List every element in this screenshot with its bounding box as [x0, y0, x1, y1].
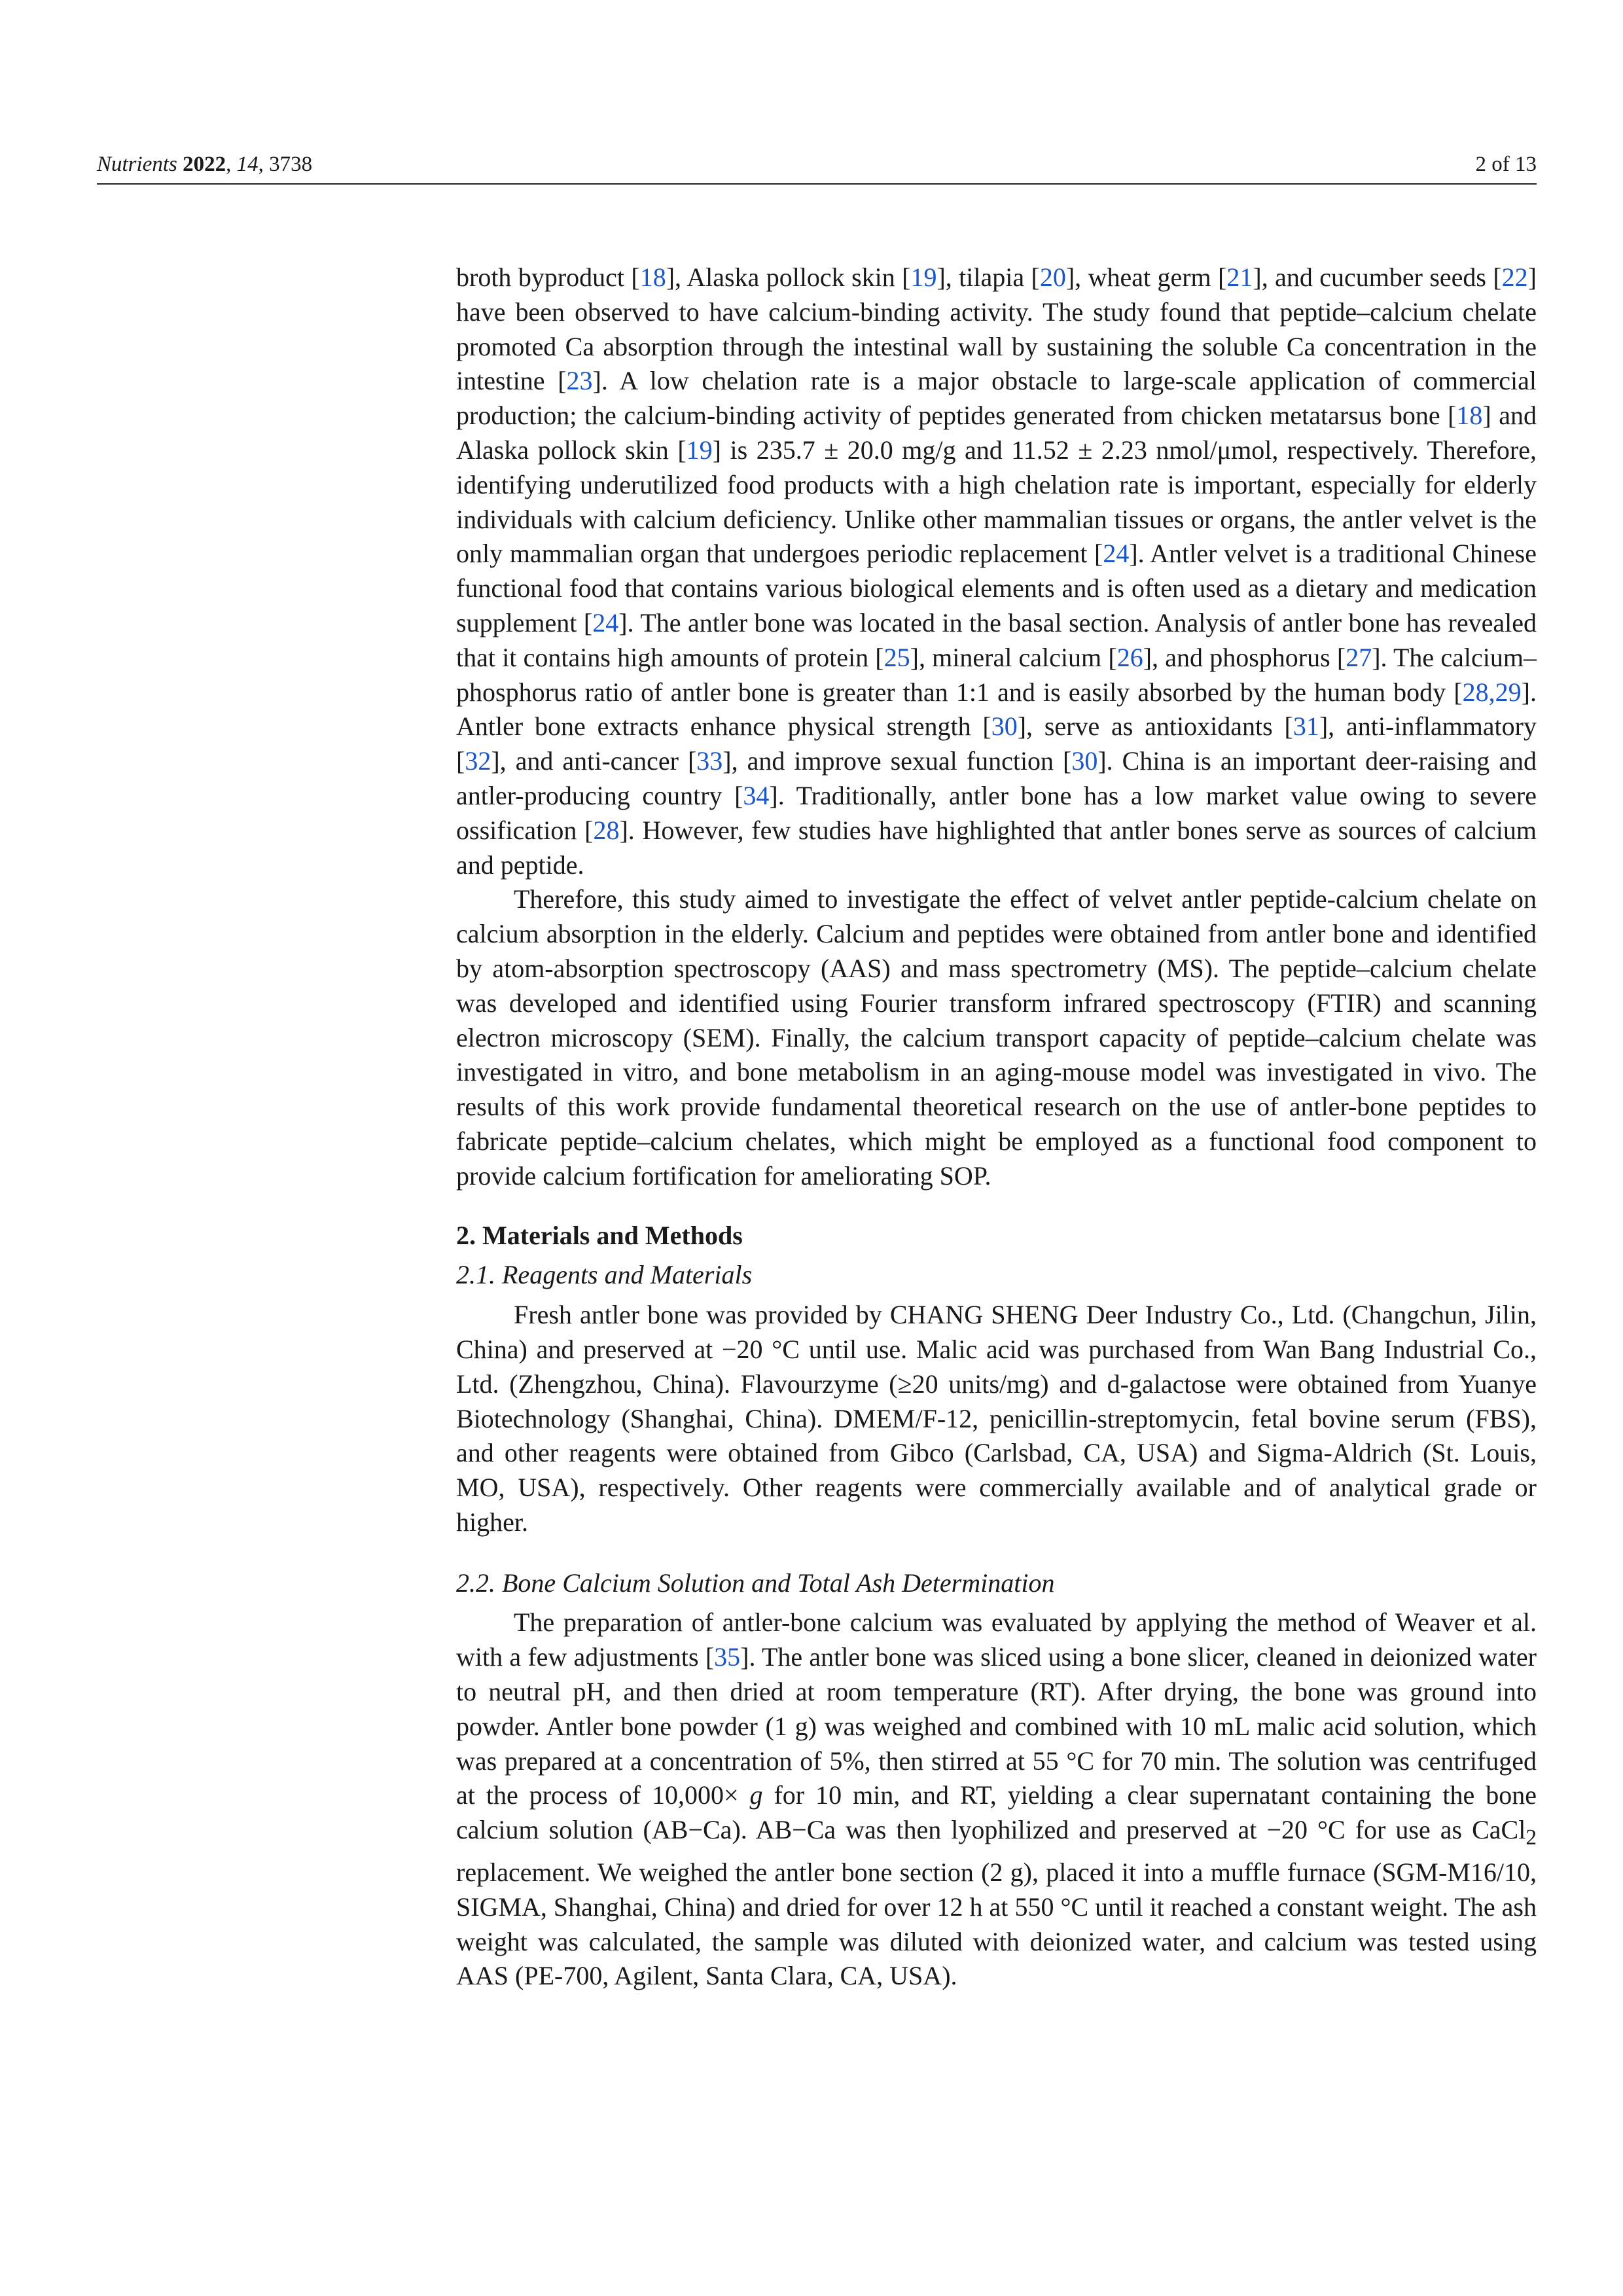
- citation-link[interactable]: 19: [686, 435, 713, 465]
- subscript: 2: [1525, 1825, 1537, 1850]
- study-aim-paragraph: Therefore, this study aimed to investigate the effect of velvet antler peptide-calcium chelate on calcium absorption in the elderly. Calcium and peptides were obtained from antler bone and identified by atom-absorption spectroscopy (AAS) and mass spectrometry (MS). The peptide–calcium chelate was developed and identified using Fourier transform infrared spectroscopy (FTIR) and scanning electron microscopy (SEM). Finally, the calcium transport capacity of peptide–calcium chelate was investigated in vitro, and bone metabolism in an aging-mouse model was investigated in vivo. The results of this work provide fundamental theoretical research on the use of antler-bone peptides to fabricate peptide–calcium chelates, which might be employed as a functional food component to provide calcium fortification for ameliorating SOP.: [456, 884, 1537, 1191]
- citation-link[interactable]: 30: [991, 711, 1018, 742]
- journal-year: 2022: [183, 152, 226, 176]
- citation-link[interactable]: 34: [743, 780, 770, 810]
- bone-calcium-paragraph: The preparation of antler-bone calcium was evaluated by applying the method of Weaver et al. with a few adjustments [35]. The antler bone was sliced using a bone slicer, cleaned in deionized water to neutral pH, and then dried at room temperature (RT). After drying, the bone was ground into powder. Antler bone powder (1 g) was weighed and combined with 10 mL malic acid solution, which was prepared at a concentration of 5%, then stirred at 55 °C for 70 min. The solution was centrifuged at the process of 10,000× g for 10 min, and RT, yielding a clear supernatant containing the bone calcium solution (AB−Ca). AB−Ca was then lyophilized and preserved at −20 °C for use as CaCl$_2$ replacement. We weighed the antler bone section (2 g), placed it into a muffle furnace (SGM-M16/10, SIGMA, Shanghai, China) and dried for over 12 h at 550 °C until it reached a constant weight. The ash weight was calculated, the sample was diluted with deionized water, and calcium was tested using AAS (PE-700, Agilent, Santa Clara, CA, USA).: [456, 1607, 1537, 1991]
- citation-link[interactable]: 22: [1501, 262, 1528, 292]
- main-text-column: [456, 260, 1537, 1994]
- citation-link[interactable]: 20: [1039, 262, 1066, 292]
- citation-link[interactable]: 32: [465, 746, 491, 776]
- running-header: [97, 148, 1537, 181]
- citation-link[interactable]: 26: [1116, 642, 1143, 672]
- subsection-heading-reagents: 2.1. Reagents and Materials: [456, 1260, 753, 1290]
- citation-link[interactable]: 25: [883, 642, 910, 672]
- citation-link[interactable]: 21: [1226, 262, 1253, 292]
- citation-link[interactable]: 24: [592, 607, 619, 637]
- reagents-paragraph: Fresh antler bone was provided by CHANG SHENG Deer Industry Co., Ltd. (Changchun, Jilin, China) and preserved at −20 °C until use. Malic acid was purchased from Wan Bang Industrial Co., Ltd. (Zhengzhou, China). Flavourzyme (≥20 units/mg) and d-galactose were obtained from Yuanye Biotechnology (Shanghai, China). DMEM/F-12, penicillin-streptomycin, fetal bovine serum (FBS), and other reagents were obtained from Gibco (Carlsbad, CA, USA) and Sigma-Aldrich (St. Louis, MO, USA), respectively. Other reagents were commercially available and of analytical grade or higher.: [456, 1300, 1537, 1537]
- header-rule: [97, 183, 1537, 185]
- citation-link[interactable]: 28: [593, 815, 620, 845]
- journal-citation: Nutrients 2022, 14, 3738: [97, 152, 313, 176]
- journal-volume: 14: [236, 152, 259, 176]
- journal-name: Nutrients: [97, 152, 177, 176]
- citation-link[interactable]: 30: [1071, 746, 1098, 776]
- citation-link[interactable]: 28,29: [1462, 677, 1522, 707]
- citation-link[interactable]: 24: [1103, 539, 1130, 569]
- citation-link[interactable]: 33: [696, 746, 723, 776]
- italic-symbol: g: [749, 1780, 763, 1810]
- citation-link[interactable]: 27: [1346, 642, 1372, 672]
- citation-link[interactable]: 18: [639, 262, 666, 292]
- subsection-heading-bone-calcium: 2.2. Bone Calcium Solution and Total Ash Determination: [456, 1568, 1055, 1598]
- section-heading-materials-methods: 2. Materials and Methods: [456, 1220, 743, 1250]
- citation-link[interactable]: 35: [714, 1642, 741, 1672]
- citation-link[interactable]: 19: [910, 262, 937, 292]
- citation-link[interactable]: 23: [566, 366, 593, 396]
- citation-link[interactable]: 31: [1293, 711, 1319, 742]
- page-number: 2 of 13: [1475, 152, 1537, 176]
- citation-link[interactable]: 18: [1456, 401, 1483, 431]
- intro-paragraph-continued: broth byproduct [18], Alaska pollock skin [19], tilapia [20], wheat germ [21], and cucumber seeds [22] have been observed to have calcium-binding activity. The study found that peptide–calcium chelate promoted Ca absorption through the intestinal wall by sustaining the soluble Ca concentration in the intestine [23]. A low chelation rate is a major obstacle to large-scale application of commercial production; the calcium-binding activity of peptides generated from chicken metatarsus bone [18] and Alaska pollock skin [19] is 235.7 ± 20.0 mg/g and 11.52 ± 2.23 nmol/μmol, respectively. Therefore, identifying underutilized food products with a high chelation rate is important, especially for elderly individuals with calcium deficiency. Unlike other mammalian tissues or organs, the antler velvet is the only mammalian organ that undergoes periodic replacement [24]. Antler velvet is a traditional Chinese functional food that contains various biological elements and is often used as a dietary and medication supplement [24]. The antler bone was located in the basal section. Analysis of antler bone has revealed that it contains high amounts of protein [25], mineral calcium [26], and phosphorus [27]. The calcium–phosphorus ratio of antler bone is greater than 1:1 and is easily absorbed by the human body [28,29]. Antler bone extracts enhance physical strength [30], serve as antioxidants [31], anti-inflammatory [32], and anti-cancer [33], and improve sexual function [30]. China is an important deer-raising and antler-producing country [34]. Traditionally, antler bone has a low market value owing to severe ossification [28]. However, few studies have highlighted that antler bones serve as sources of calcium and peptide.: [456, 262, 1537, 880]
- article-number: 3738: [269, 152, 313, 176]
